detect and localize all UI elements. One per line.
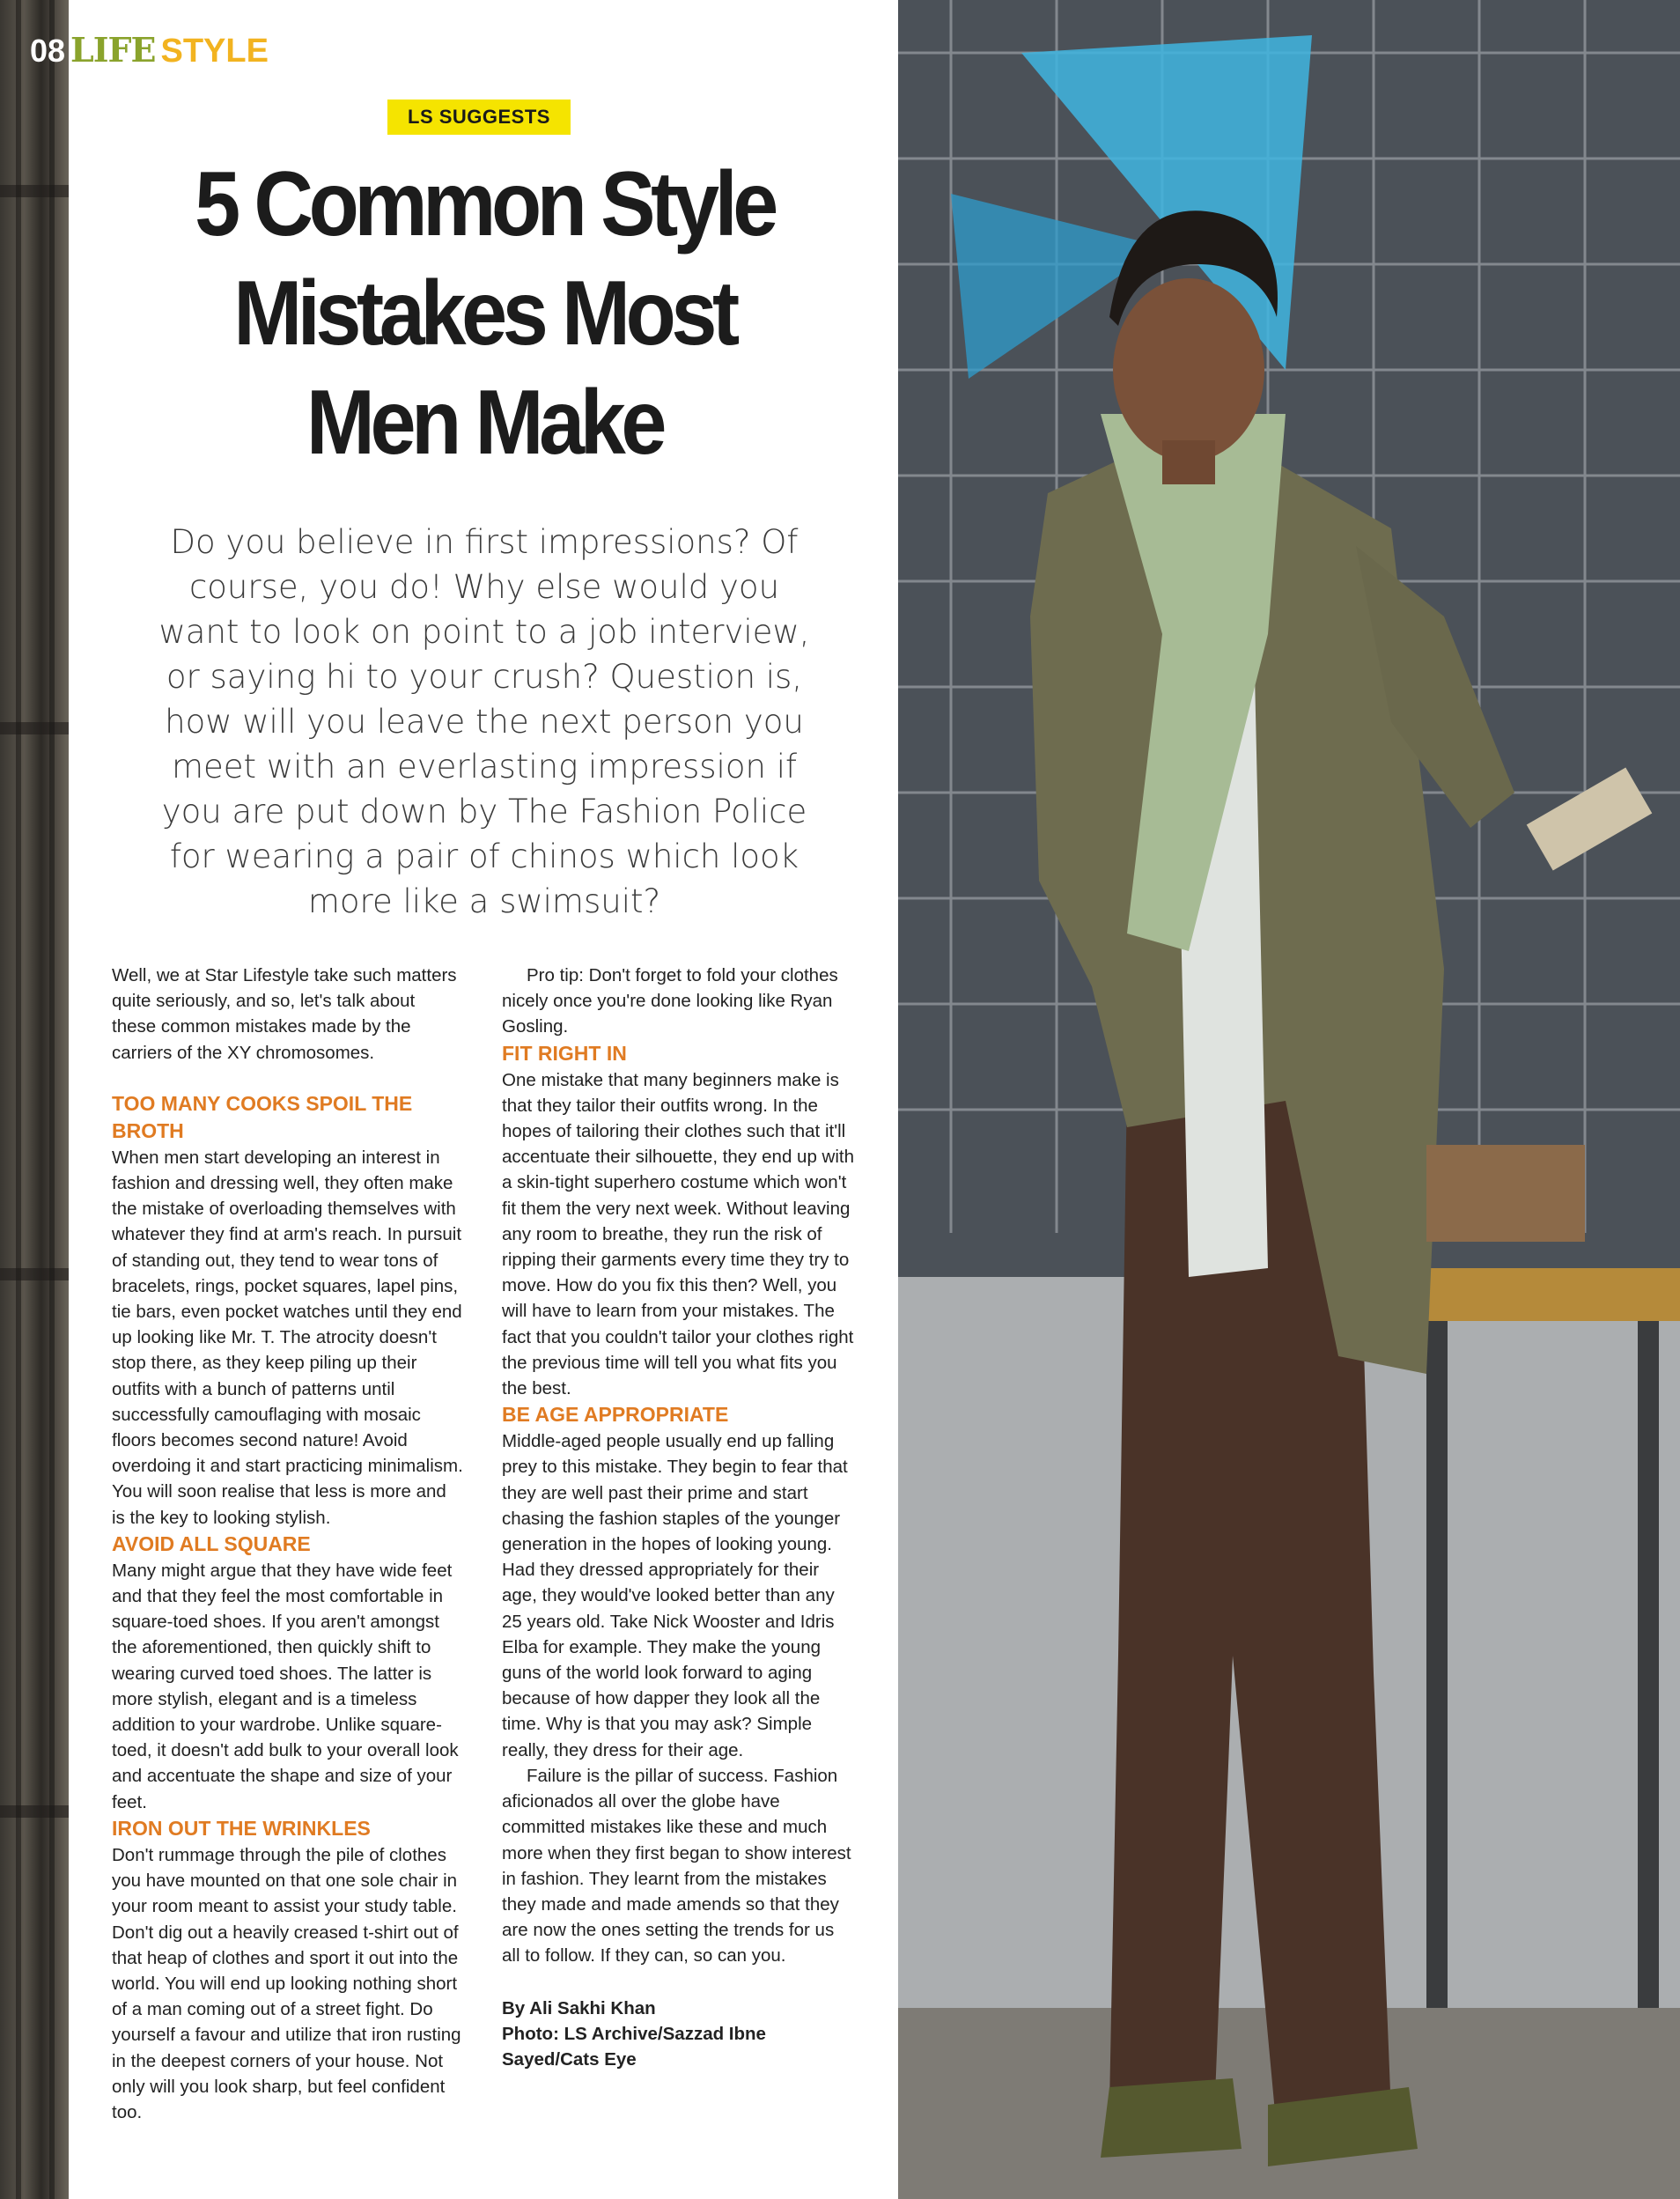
brand-life: LIFE	[70, 30, 156, 70]
body-paragraph: One mistake that many beginners make is that they tailor their outfits wrong. In the hopes of tailoring their clothes such that it'll accentuate their silhouette, they end up with a skin-tight superhero costume which won't fit them the very next week. Without leaving any room to breathe, they run the risk of ripping their garments every time they try to move. How do you fix this then? Well, you will have to learn from your mistakes. The fact that you couldn't tailor your clothes right the previous time will tell you what fits you the best.	[502, 1069, 855, 1399]
intro-paragraph: Well, we at Star Lifestyle take such matters quite seriously, and so, let's talk about these common mistakes made by the carriers of the XY chromosomes.	[112, 965, 457, 1063]
subhead-fit-right-in: FIT RIGHT IN	[502, 1041, 627, 1065]
body-paragraph: Many might argue that they have wide feet and that they feel the most comfortable in square-toed shoes. If you aren't amongst the aforementioned, then quickly shift to wearing curved toed shoes. The latter is more stylish, elegant and is a timeless addition to your wardrobe. Unlike square-toed, it doesn't add bulk to your overall look and accentuate the shape and size of your feet.	[112, 1560, 459, 1812]
fashion-photo	[898, 0, 1680, 2199]
subhead-avoid-all-square: AVOID ALL SQUARE	[112, 1531, 311, 1555]
deck-line: how will you leave the next person you	[165, 703, 804, 741]
headline-line: Men Make	[306, 372, 663, 474]
deck-line: for wearing a pair of chinos which look	[169, 838, 799, 875]
deck-line: or saying hi to your crush? Question is,	[166, 658, 803, 696]
section-kicker: LS SUGGESTS	[387, 100, 571, 135]
deck-line: you are put down by The Fashion Police	[161, 793, 807, 830]
conclusion-paragraph: Failure is the pillar of success. Fashion aficionados all over the globe have committed mistakes like these and much more when they first began to show interest in fashion. They learnt from the mistakes they made and made amends so that they are now the ones setting the trends for us all to follow. If they can, so can you.	[502, 1765, 851, 1967]
subhead-be-age-appropriate: BE AGE APPROPRIATE	[502, 1403, 729, 1427]
article-column-2	[502, 963, 854, 2072]
deck-line: Do you believe in first impressions? Of	[170, 523, 799, 561]
brand-style: STYLE	[160, 33, 269, 70]
subhead-too-many-cooks: TOO MANY COOKS SPOIL THE BROTH	[112, 1091, 413, 1142]
deck-intro	[132, 520, 836, 924]
deck-line: want to look on point to a job interview,	[158, 613, 810, 651]
headline-line: 5 Common Style	[195, 153, 774, 255]
body-paragraph: Don't rummage through the pile of clothes you have mounted on that one sole chair in your room meant to assist your study table. Don't dig out a heavily creased t-shirt out of that heap of clothes and sport it out into the world. You will end up looking nothing short of a man coming out of a street fight. Do yourself a favour and utilize that iron rusting in the deepest corners of your house. Not only will you look sharp, but feel confident too.	[112, 1844, 461, 2122]
author-credit: By Ali Sakhi Khan	[502, 1997, 656, 2018]
deck-line: meet with an everlasting impression if	[171, 748, 797, 786]
pro-tip-paragraph: Pro tip: Don't forget to fold your clothes nicely once you're done looking like Ryan Gosling.	[502, 965, 838, 1037]
left-photo-strip	[0, 0, 69, 2199]
headline-line: Mistakes Most	[233, 262, 735, 365]
article-column-1	[112, 963, 464, 2125]
page-folio	[30, 30, 269, 76]
body-paragraph: When men start developing an interest in fashion and dressing well, they often make the mistake of overloading themselves with whatever they find at arm's reach. In pursuit of standing out, they tend to wear tons of bracelets, rings, pocket squares, lapel pins, tie bars, even pocket watches until they end up looking like Mr. T. The atrocity doesn't stop there, as they keep piling up their outfits with a bunch of patterns until successfully camouflaging with mosaic floors becomes second nature! Avoid overdoing it and start practicing minimalism. You will soon realise that less is more and is the key to looking stylish.	[112, 1147, 463, 1528]
deck-line: more like a swimsuit?	[307, 882, 661, 920]
photo-credit: Photo: LS Archive/Sazzad Ibne Sayed/Cats Eye	[502, 2023, 766, 2070]
deck-line: course, you do! Why else would you	[188, 568, 780, 606]
page-number: 08	[30, 33, 66, 69]
subhead-iron-out-wrinkles: IRON OUT THE WRINKLES	[112, 1816, 371, 1840]
headline	[151, 150, 817, 477]
body-paragraph: Middle-aged people usually end up falling prey to this mistake. They begin to fear that they are well past their prime and start chasing the fashion staples of the younger generation in the hopes of looking young. Had they dressed appropriately for their age, they would've looked better than any 25 years old. Take Nick Wooster and Idris Elba for example. They make the young guns of the world look forward to aging because of how dapper they look all the time. Why is that you may ask? Simple really, they dress for their age.	[502, 1431, 848, 1760]
byline	[502, 1996, 854, 2072]
model-illustration	[898, 0, 1680, 2199]
